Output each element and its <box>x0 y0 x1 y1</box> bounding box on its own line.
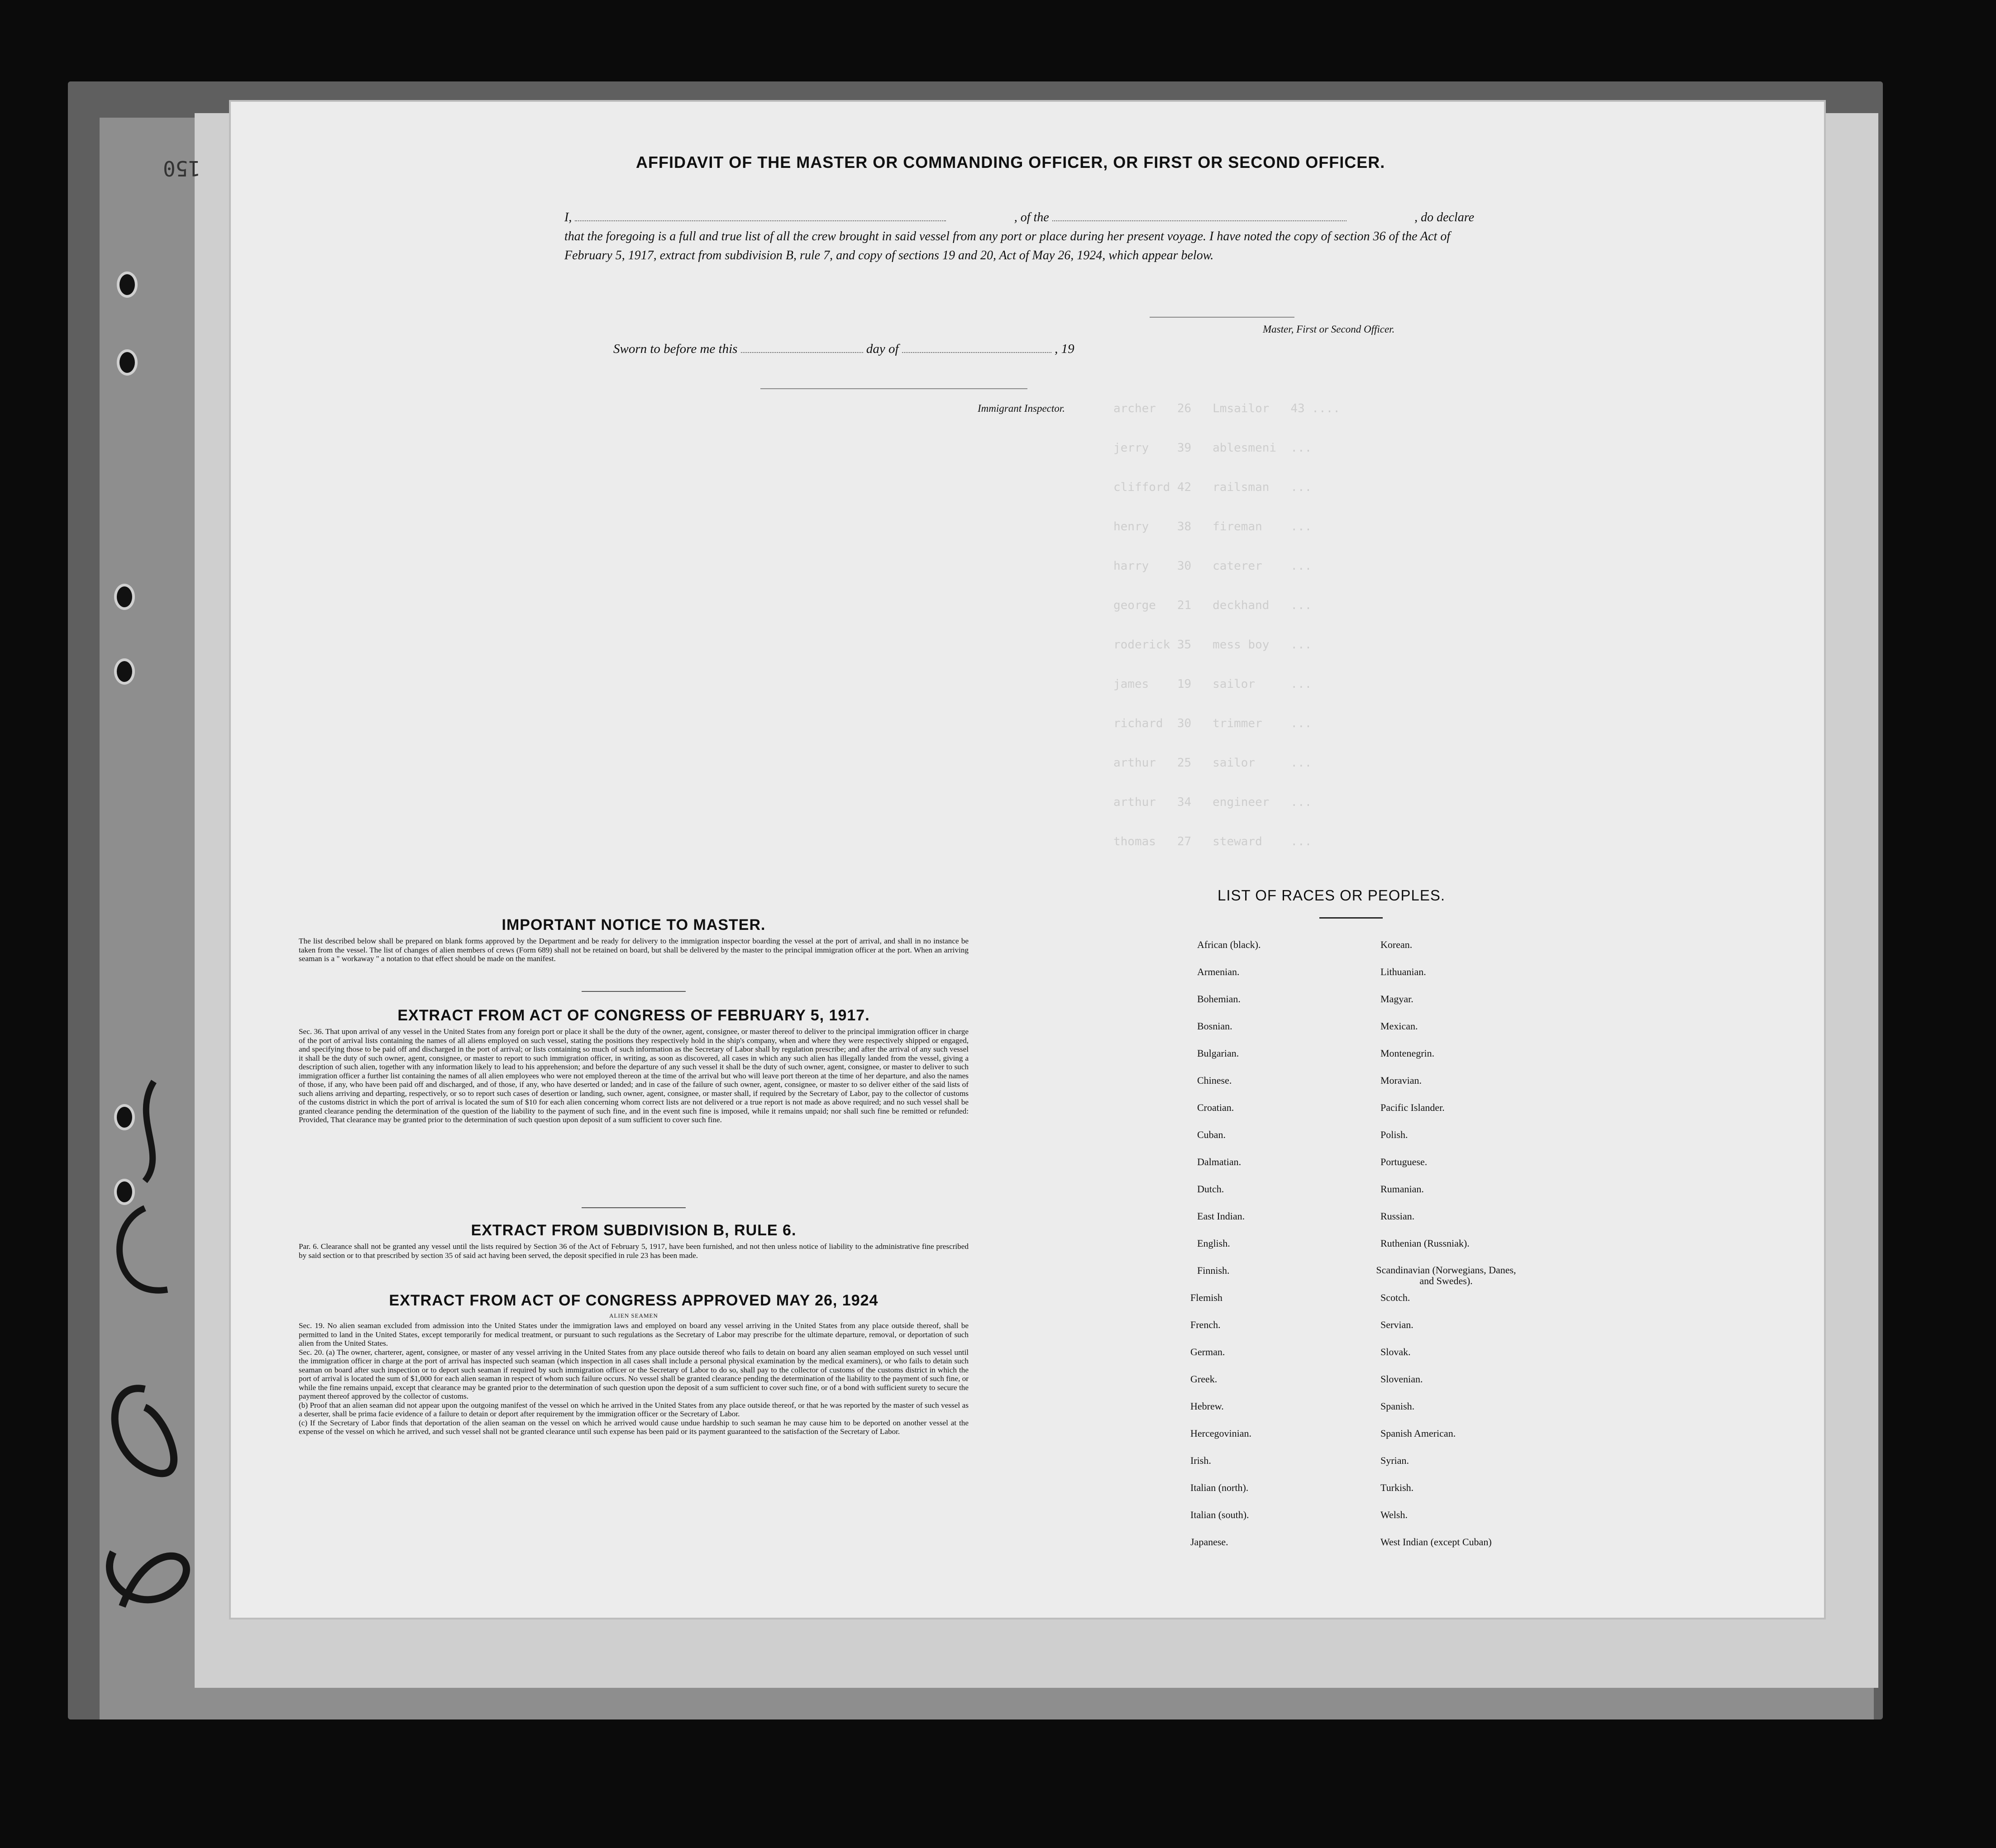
race-item: Rumanian. <box>1380 1183 1424 1195</box>
divider <box>582 991 686 992</box>
race-item: Montenegrin. <box>1380 1048 1435 1059</box>
race-item: Flemish <box>1190 1292 1222 1303</box>
declaration-first-line <box>564 208 1474 227</box>
race-item: Mexican. <box>1380 1020 1418 1032</box>
sworn-statement <box>613 340 1074 357</box>
race-item: Irish. <box>1190 1455 1211 1466</box>
extract-1924-sec20c: (c) If the Secretary of Labor finds that deportation of the alien seaman on the vessel on which he arrived would cause undue hardship to such seaman he may cause him to be deported on another vessel at the expense of the vessel on which he arrived, and such vessel shall not be granted clearance until such expense has been paid or its payment guaranteed to the satisfaction of the Secretary of Labor. <box>299 1418 969 1436</box>
race-item: English. <box>1197 1238 1230 1249</box>
race-item: Polish. <box>1380 1129 1408 1140</box>
race-item: Hercegovinian. <box>1190 1428 1251 1439</box>
race-item: Hebrew. <box>1190 1400 1224 1412</box>
race-item: Spanish American. <box>1380 1428 1456 1439</box>
important-notice-section <box>299 916 969 963</box>
race-item: Slovenian. <box>1380 1373 1423 1385</box>
affidavit-title: AFFIDAVIT OF THE MASTER OR COMMANDING OFFICER, OR FIRST OR SECOND OFFICER. <box>636 153 1385 171</box>
extract-1924-sec20a: Sec. 20. (a) The owner, charterer, agent, consignee, or master of any vessel arriving in the United States from any place outside thereof who fails to detain on board any alien seaman employed on such vessel until the immigration officer in charge at the port of arrival has inspected such seaman (which inspection in all cases shall include a personal physical examination by the medical examiners), or who fails to detain such seaman on board after such inspection or to deport such seaman if required by such immigration officer or the Secretary of Labor to do so, shall pay to the collector of customs of the customs district in which the port of arrival is located the sum of $1,000 for each alien seaman in respect of whom such failure occurs. No vessel shall be granted clearance pending the determination of the liability to the payment of such fine, or while the fine remains unpaid, except that clearance may be granted prior to the determination of such question upon the deposit of a sum sufficient to cover such fine, or of a bond with sufficient surety to secure the payment thereof approved by the collector of customs. <box>299 1348 969 1400</box>
extract-1917-section <box>299 1007 969 1124</box>
extract-1924-section <box>299 1292 969 1436</box>
race-item: Bulgarian. <box>1197 1048 1239 1059</box>
notice-body: The list described below shall be prepared on blank forms approved by the Department and be ready for delivery to the immigration inspector boarding the vessel at the port of arrival, and shall in no instance be taken from the vessel. The list of changes of alien members of crews (Form 689) shall not be retained on board, but shall be delivered by the master to the principal immigration officer at the port. When an arriving seaman is a " workaway " a notation to that effect should be made on the manifest. <box>299 937 969 963</box>
signature-label: Master, First or Second Officer. <box>1263 324 1395 335</box>
race-item: Slovak. <box>1380 1346 1411 1357</box>
subdivision-b-body: Par. 6. Clearance shall not be granted any vessel until the lists required by Section 36 of the Act of February 5, 1917, have been furnished, and not then unless notice of liability to the administrative fine prescribed by said section or to that prescribed by section 35 of said act having been served, the deposit specified in rule 23 has been made. <box>299 1242 969 1260</box>
sworn-text: Sworn to before me this <box>613 342 738 356</box>
race-item: Russian. <box>1380 1210 1415 1222</box>
divider <box>582 1207 686 1208</box>
race-item: Scandinavian (Norwegians, Danes, and Swedes). <box>1376 1264 1516 1286</box>
race-item: Servian. <box>1380 1319 1413 1330</box>
race-item: Scotch. <box>1380 1292 1410 1303</box>
race-item: Turkish. <box>1380 1482 1414 1493</box>
name-blank[interactable] <box>575 209 946 221</box>
punch-hole <box>117 271 138 298</box>
race-item: Moravian. <box>1380 1075 1422 1086</box>
extract-1924-title: EXTRACT FROM ACT OF CONGRESS APPROVED MAY 26, 1924 <box>389 1292 879 1309</box>
signature-line[interactable] <box>1150 317 1294 318</box>
declaration-block <box>564 208 1474 265</box>
declaration-i: I, <box>564 210 572 224</box>
extract-1924-sec19: Sec. 19. No alien seaman excluded from admission into the United States under the immigration laws and employed on board any vessel arriving in the United States from any place outside thereof, shall be permitted to land in the United States, except temporarily for medical treatment, or pursuant to such regulations as the Secretary of Labor may prescribe for the ultimate departure, removal, or deportation of such alien from the United States. <box>299 1321 969 1348</box>
race-item: Chinese. <box>1197 1075 1232 1086</box>
extract-1917-title: EXTRACT FROM ACT OF CONGRESS OF FEBRUARY 5, 1917. <box>397 1007 870 1024</box>
declaration-body: that the foregoing is a full and true list of all the crew brought in said vessel from any port or place during her present voyage. I have noted the copy of section 36 of the Act of February 5, 1917, extract from subdivision B, rule 7, and copy of sections 19 and 20, Act of May 26, 1924, which appear below. <box>564 229 1451 262</box>
race-item: African (black). <box>1197 939 1261 950</box>
inspector-label: Immigrant Inspector. <box>978 403 1065 414</box>
race-item: German. <box>1190 1346 1225 1357</box>
race-item: Greek. <box>1190 1373 1218 1385</box>
race-item: East Indian. <box>1197 1210 1245 1222</box>
race-item: Italian (south). <box>1190 1509 1249 1520</box>
race-item: West Indian (except Cuban) <box>1380 1536 1492 1548</box>
race-item: Spanish. <box>1380 1400 1415 1412</box>
page-stamp-number: 150 <box>163 156 201 181</box>
race-item: Bohemian. <box>1197 993 1241 1005</box>
subdivision-b-section <box>299 1222 969 1260</box>
inspector-signature-line[interactable] <box>760 388 1027 389</box>
race-item: Dutch. <box>1197 1183 1224 1195</box>
races-title-underline <box>1319 917 1383 919</box>
race-item: Welsh. <box>1380 1509 1408 1520</box>
day-blank[interactable] <box>741 340 863 353</box>
vessel-blank[interactable] <box>1052 209 1347 221</box>
punch-hole <box>114 584 135 610</box>
race-item: Magyar. <box>1380 993 1413 1005</box>
extract-1917-body: Sec. 36. That upon arrival of any vessel in the United States from any foreign port or place it shall be the duty of the owner, agent, consignee, or master thereof to deliver to the principal immigration officer in charge of the port of arrival lists containing the names of all aliens employed on such vessel, stating the positions they respectively hold in the ship's company, when and where they were respectively shipped or engaged, and specifying those to be paid off and discharged in the port of arrival; or lists containing so much of such information as the Secretary of Labor shall by regulation prescribe; and after the arrival of any such vessel it shall be the duty of such owner, agent, consignee, or master to report to such immigration officer, in writing, as soon as discovered, all cases in which any such alien has illegally landed from the vessel, giving a description of such alien, together with any information likely to lead to his apprehension; and before the departure of any such vessel it shall be the duty of such owner, agent, consignee, or master to deliver to such immigration officer a further list containing the names of all alien employees who were not employed thereon at the time of the arrival but who will leave port thereon at the time of her departure, and also the names of those, if any, who have been paid off and discharged, and of those, if any, who have deserted or landed; and in case of the failure of such owner, agent, consignee, or master to so deliver either of the said lists of such aliens arriving and departing, respectively, or so to report such cases of desertion or landing, such owner, agent, consignee, or master shall, if required by the Secretary of Labor, pay to the collector of customs of the customs district in which the port of arrival is located the sum of $10 for each alien concerning whom correct lists are not delivered or a true report is not made as above required; and no such vessel shall be granted clearance pending the determination of the question of the liability to the payment of such fine, and in the event such fine is imposed, while it remains unpaid; nor shall such fine be remitted or refunded: Provided, That clearance may be granted prior to the determination of such question upon deposit of a sum sufficient to cover such fine. <box>299 1027 969 1124</box>
race-item: Croatian. <box>1197 1102 1234 1113</box>
month-blank[interactable] <box>902 340 1051 353</box>
race-item: Finnish. <box>1197 1265 1230 1276</box>
race-item: Portuguese. <box>1380 1156 1428 1167</box>
race-item: Ruthenian (Russniak). <box>1380 1238 1470 1249</box>
race-item: Armenian. <box>1197 966 1240 977</box>
punch-hole <box>114 658 135 685</box>
extract-1924-sec20b: (b) Proof that an alien seaman did not appear upon the outgoing manifest of the vessel on which he arrived in the United States from any place outside thereof, or that he was reported by the master of such vessel as a deserter, shall be prima facie evidence of a failure to detain or deport after requirement by the immigration officer or the Secretary of Labor. <box>299 1400 969 1418</box>
race-item: Syrian. <box>1380 1455 1409 1466</box>
races-title: LIST OF RACES OR PEOPLES. <box>1218 887 1446 904</box>
race-item: Dalmatian. <box>1197 1156 1242 1167</box>
race-item: Japanese. <box>1190 1536 1228 1548</box>
year-prefix: , 19 <box>1055 342 1074 356</box>
subdivision-b-title: EXTRACT FROM SUBDIVISION B, RULE 6. <box>471 1222 797 1239</box>
declaration-of-the: , of the <box>1014 210 1049 224</box>
race-item: Korean. <box>1380 939 1413 950</box>
race-item: Italian (north). <box>1190 1482 1249 1493</box>
race-item: Bosnian. <box>1197 1020 1232 1032</box>
extract-1924-subtitle: ALIEN SEAMEN <box>609 1312 658 1319</box>
notice-title: IMPORTANT NOTICE TO MASTER. <box>501 916 766 934</box>
race-item: Cuban. <box>1197 1129 1226 1140</box>
declaration-do-declare: , do declare <box>1414 210 1474 224</box>
handwriting-scribble <box>77 1063 231 1652</box>
punch-hole <box>117 349 138 376</box>
day-of-text: day of <box>866 342 899 356</box>
race-item: Lithuanian. <box>1380 966 1426 977</box>
race-item: French. <box>1190 1319 1221 1330</box>
bleed-through-text: archer 26 Lmsailor 43 .... jerry 39 ablesmeni ... clifford 42 railsman ... henry 38 fireman ... harry 30 caterer ... george 21 deckhand ... roderick 35 mess boy ... james 19 sailor ... richard 30 trimmer ... arthur 25 sailor ... arthur 34 engineer ... thomas 27 steward ... <box>1113 402 1340 848</box>
race-item: Pacific Islander. <box>1380 1102 1445 1113</box>
